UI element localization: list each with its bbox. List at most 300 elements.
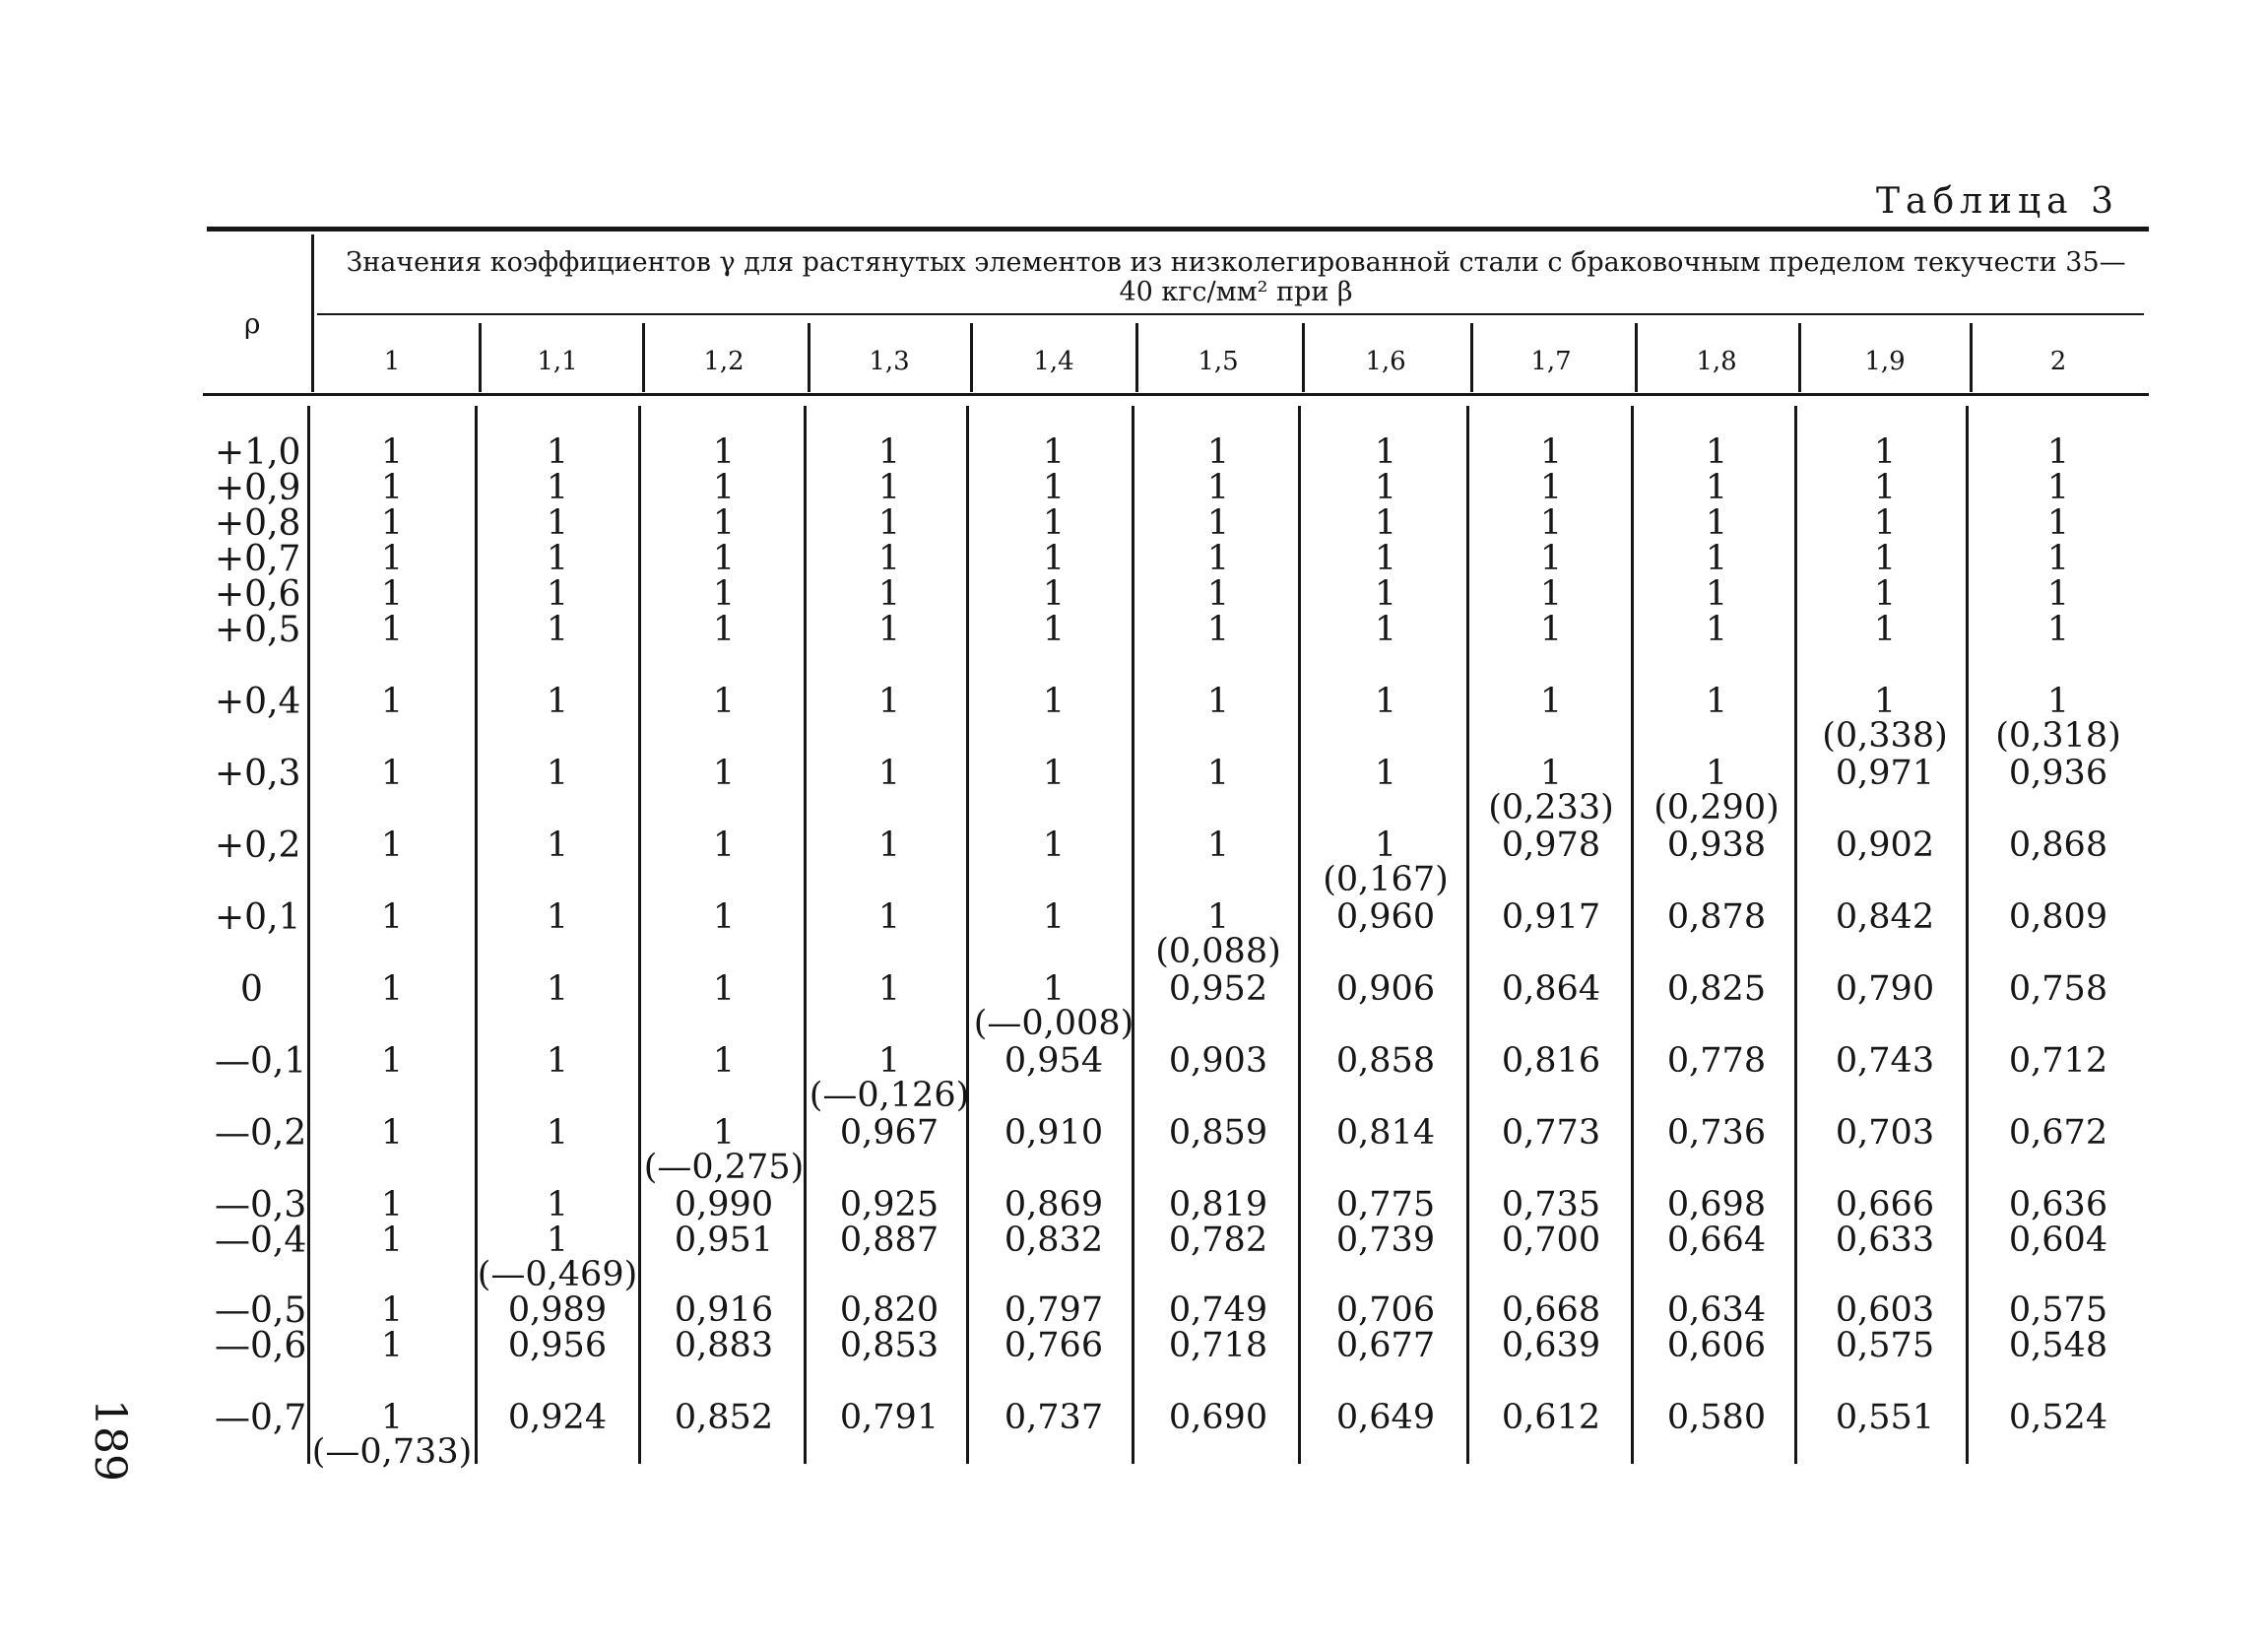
table-cell xyxy=(1786,1326,1983,1365)
cell-value: 1 xyxy=(1374,539,1397,578)
cell-value: 1 xyxy=(1042,754,1066,793)
cell-value: 1 xyxy=(877,682,901,721)
row-label-rho: +0,6 xyxy=(215,574,301,615)
cell-value: 0,743 xyxy=(1835,1041,1935,1081)
cell-value: 1 xyxy=(1374,610,1397,649)
cell-value: 0,797 xyxy=(1004,1290,1104,1330)
cell-value: 0,809 xyxy=(2008,897,2108,937)
table-cell xyxy=(1786,1290,1983,1330)
cell-value: 1 xyxy=(546,1185,569,1224)
table-cell xyxy=(1786,682,1983,756)
cell-value: 1 xyxy=(380,1185,404,1224)
cell-value: 1 xyxy=(1042,897,1066,937)
cell-value: 1 xyxy=(2046,432,2070,472)
cell-value: 1 xyxy=(712,897,736,937)
cell-value: 1 xyxy=(1539,682,1563,721)
table-cell xyxy=(1960,1326,2157,1365)
cell-value: 0,978 xyxy=(1501,826,1601,865)
cell-value: 1 xyxy=(1374,682,1397,721)
cell-value: 1 xyxy=(1206,539,1230,578)
table-cell xyxy=(1618,503,1815,543)
cell-threshold: (0,318) xyxy=(1995,716,2121,756)
cell-value: 1 xyxy=(1042,539,1066,578)
cell-value: 0,967 xyxy=(839,1113,940,1153)
cell-value: 0,832 xyxy=(1004,1221,1104,1260)
cell-value: 1 xyxy=(380,1221,404,1260)
cell-value: 1 xyxy=(712,682,736,721)
cell-value: 0,842 xyxy=(1835,897,1935,937)
column-header-beta: 1,2 xyxy=(703,347,745,376)
cell-value: 1 xyxy=(712,826,736,865)
column-rule xyxy=(311,234,314,392)
row-header-rho: ρ xyxy=(244,307,261,340)
row-label-rho: +0,8 xyxy=(215,503,301,544)
cell-value: 0,649 xyxy=(1335,1398,1436,1437)
cell-value: 0,819 xyxy=(1168,1185,1268,1224)
cell-threshold: (0,233) xyxy=(1488,788,1614,827)
cell-value: 1 xyxy=(1374,574,1397,614)
cell-value: 0,604 xyxy=(2008,1221,2108,1260)
cell-value: 1 xyxy=(546,468,569,507)
table-cell xyxy=(1786,432,1983,472)
cell-value: 1 xyxy=(380,432,404,472)
cell-value: 1 xyxy=(1206,432,1230,472)
cell-value: 0,639 xyxy=(1501,1326,1601,1365)
table-cell xyxy=(1786,574,1983,614)
cell-value: 0,971 xyxy=(1835,754,1935,793)
table-cell xyxy=(1786,1223,1983,1258)
cell-value: 1 xyxy=(712,539,736,578)
cell-value: 1 xyxy=(546,826,569,865)
column-rule xyxy=(1135,323,1138,392)
table-cell xyxy=(1960,897,2157,937)
table-cell xyxy=(1786,1041,1983,1081)
cell-value: 1 xyxy=(1705,539,1728,578)
table-cell xyxy=(1960,432,2157,472)
cell-value: 0,960 xyxy=(1335,897,1436,937)
cell-value: 1 xyxy=(1206,610,1230,649)
cell-value: 0,548 xyxy=(2008,1326,2108,1365)
table-cell xyxy=(1960,1398,2157,1437)
row-label-rho: —0,3 xyxy=(215,1185,307,1225)
table-cell xyxy=(1618,1041,1815,1081)
cell-value: 0,883 xyxy=(674,1326,774,1365)
cell-value: 0,775 xyxy=(1335,1185,1436,1224)
table-cell xyxy=(1960,682,2157,756)
cell-value: 1 xyxy=(1042,468,1066,507)
table-cell xyxy=(1618,574,1815,614)
table-cell xyxy=(1960,574,2157,614)
column-header-beta: 1,8 xyxy=(1696,347,1737,376)
cell-value: 1 xyxy=(877,969,901,1009)
table-cell xyxy=(1618,754,1815,827)
cell-value: 1 xyxy=(1539,574,1563,614)
cell-value: 1 xyxy=(1374,432,1397,472)
table-cell xyxy=(1618,1223,1815,1258)
cell-value: 1 xyxy=(1206,826,1230,865)
column-rule xyxy=(479,323,482,392)
column-header-beta: 1,5 xyxy=(1198,347,1239,376)
cell-value: 0,712 xyxy=(2008,1041,2108,1081)
cell-value: 0,790 xyxy=(1835,969,1935,1009)
cell-value: 1 xyxy=(380,1113,404,1153)
cell-value: 0,736 xyxy=(1666,1113,1767,1153)
cell-value: 1 xyxy=(1206,682,1230,721)
cell-value: 0,603 xyxy=(1835,1290,1935,1330)
cell-value: 1 xyxy=(1539,754,1563,793)
row-label-rho: —0,4 xyxy=(215,1221,307,1261)
cell-value: 1 xyxy=(2046,468,2070,507)
cell-value: 0,887 xyxy=(839,1221,940,1260)
table-cell xyxy=(1786,828,1983,863)
cell-value: 0,825 xyxy=(1666,969,1767,1009)
cell-threshold: (—0,469) xyxy=(477,1255,638,1294)
cell-value: 0,778 xyxy=(1666,1041,1767,1081)
cell-value: 1 xyxy=(712,574,736,614)
cell-value: 0,925 xyxy=(839,1185,940,1224)
cell-threshold: (0,167) xyxy=(1323,860,1449,899)
cell-value: 1 xyxy=(877,897,901,937)
cell-value: 1 xyxy=(1539,432,1563,472)
table-cell xyxy=(1618,610,1815,649)
cell-threshold: (—0,126) xyxy=(809,1076,970,1115)
cell-value: 0,524 xyxy=(2008,1398,2108,1437)
cell-value: 0,956 xyxy=(507,1326,608,1365)
cell-value: 1 xyxy=(1539,468,1563,507)
cell-value: 0,952 xyxy=(1168,969,1268,1009)
cell-value: 1 xyxy=(712,432,736,472)
table-cell xyxy=(1786,754,1983,793)
column-rule xyxy=(1302,323,1305,392)
cell-value: 0,816 xyxy=(1501,1041,1601,1081)
cell-value: 0,758 xyxy=(2008,969,2108,1009)
cell-threshold: (0,088) xyxy=(1155,932,1281,971)
cell-value: 0,612 xyxy=(1501,1398,1601,1437)
cell-value: 0,868 xyxy=(2008,826,2108,865)
cell-value: 1 xyxy=(1374,503,1397,543)
cell-value: 1 xyxy=(1539,610,1563,649)
cell-value: 0,551 xyxy=(1835,1398,1935,1437)
cell-value: 0,820 xyxy=(839,1290,940,1330)
cell-value: 1 xyxy=(1705,610,1728,649)
cell-value: 1 xyxy=(1705,468,1728,507)
cell-value: 0,633 xyxy=(1835,1221,1935,1260)
cell-value: 1 xyxy=(380,682,404,721)
row-label-rho: —0,5 xyxy=(215,1290,307,1331)
cell-value: 0,814 xyxy=(1335,1113,1436,1153)
row-label-rho: +0,3 xyxy=(215,754,301,794)
cell-value: 1 xyxy=(877,1041,901,1081)
cell-value: 1 xyxy=(877,754,901,793)
cell-value: 1 xyxy=(546,969,569,1009)
cell-value: 1 xyxy=(380,754,404,793)
row-label-rho: —0,7 xyxy=(215,1398,307,1438)
cell-value: 1 xyxy=(877,574,901,614)
cell-value: 0,869 xyxy=(1004,1185,1104,1224)
cell-value: 1 xyxy=(1374,468,1397,507)
cell-value: 0,606 xyxy=(1666,1326,1767,1365)
cell-value: 1 xyxy=(380,1398,404,1437)
header-bottom-rule xyxy=(203,393,2149,396)
row-label-rho: +0,4 xyxy=(215,682,301,722)
cell-value: 1 xyxy=(546,897,569,937)
cell-value: 0,690 xyxy=(1168,1398,1268,1437)
cell-value: 0,698 xyxy=(1666,1185,1767,1224)
row-label-rho: —0,6 xyxy=(215,1326,307,1366)
cell-value: 1 xyxy=(2046,682,2070,721)
cell-value: 1 xyxy=(712,754,736,793)
table-cell xyxy=(1618,828,1815,863)
column-header-beta: 2 xyxy=(2049,347,2067,376)
cell-value: 1 xyxy=(1705,754,1728,793)
cell-value: 0,852 xyxy=(674,1398,774,1437)
table-cell xyxy=(1960,828,2157,863)
table-cell xyxy=(1960,1223,2157,1258)
cell-value: 1 xyxy=(1042,432,1066,472)
cell-value: 0,766 xyxy=(1004,1326,1104,1365)
cell-value: 1 xyxy=(546,432,569,472)
cell-value: 1 xyxy=(877,503,901,543)
cell-value: 0,936 xyxy=(2008,754,2108,793)
cell-value: 1 xyxy=(2046,610,2070,649)
cell-value: 1 xyxy=(712,1113,736,1153)
cell-value: 1 xyxy=(1042,682,1066,721)
table-cell xyxy=(1960,503,2157,543)
cell-value: 1 xyxy=(712,969,736,1009)
table-cell xyxy=(1618,682,1815,721)
table-cell xyxy=(1786,539,1983,578)
cell-value: 0,859 xyxy=(1168,1113,1268,1153)
cell-value: 0,924 xyxy=(507,1398,608,1437)
cell-value: 1 xyxy=(546,754,569,793)
column-rule xyxy=(1970,323,1973,392)
column-header-beta: 1,7 xyxy=(1530,347,1572,376)
cell-value: 1 xyxy=(380,1326,404,1365)
column-rule xyxy=(808,323,810,392)
column-rule xyxy=(1798,323,1801,392)
cell-threshold: (0,290) xyxy=(1653,788,1780,827)
cell-value: 1 xyxy=(2046,503,2070,543)
cell-value: 1 xyxy=(1873,682,1897,721)
column-header-beta: 1,6 xyxy=(1365,347,1406,376)
cell-value: 0,735 xyxy=(1501,1185,1601,1224)
table-cell xyxy=(1618,969,1815,1009)
row-label-rho: —0,1 xyxy=(215,1041,307,1082)
table-cell xyxy=(1786,1113,1983,1153)
cell-value: 0,700 xyxy=(1501,1221,1601,1260)
cell-value: 1 xyxy=(1206,468,1230,507)
table-cell xyxy=(1618,1113,1815,1153)
table-cell xyxy=(1786,610,1983,649)
table-cell xyxy=(1786,1185,1983,1224)
cell-value: 0,636 xyxy=(2008,1185,2108,1224)
cell-value: 1 xyxy=(1705,682,1728,721)
column-header-beta: 1,9 xyxy=(1864,347,1906,376)
column-rule xyxy=(1470,323,1473,392)
cell-value: 1 xyxy=(1206,574,1230,614)
column-rule xyxy=(1635,323,1638,392)
cell-value: 0,791 xyxy=(839,1398,940,1437)
cell-value: 1 xyxy=(877,468,901,507)
cell-value: 1 xyxy=(1705,574,1728,614)
cell-value: 1 xyxy=(2046,574,2070,614)
table-cell xyxy=(1618,468,1815,507)
table-cell xyxy=(1786,969,1983,1009)
row-label-rho: +0,1 xyxy=(215,897,301,938)
row-label-rho: +0,9 xyxy=(215,468,301,508)
cell-value: 1 xyxy=(1873,468,1897,507)
table-cell xyxy=(1618,1326,1815,1365)
table-cell xyxy=(1618,897,1815,937)
cell-value: 0,990 xyxy=(674,1185,774,1224)
cell-value: 1 xyxy=(546,574,569,614)
cell-value: 1 xyxy=(546,539,569,578)
cell-value: 0,737 xyxy=(1004,1398,1104,1437)
table-cell xyxy=(1618,539,1815,578)
cell-value: 1 xyxy=(1042,610,1066,649)
table-cell xyxy=(1960,969,2157,1009)
cell-value: 1 xyxy=(712,468,736,507)
cell-value: 1 xyxy=(712,610,736,649)
column-rule xyxy=(970,323,973,392)
table-cell xyxy=(1960,754,2157,793)
cell-value: 1 xyxy=(380,897,404,937)
column-header-beta: 1,1 xyxy=(537,347,578,376)
cell-value: 0,954 xyxy=(1004,1041,1104,1081)
table-cell xyxy=(1960,539,2157,578)
cell-value: 0,706 xyxy=(1335,1290,1436,1330)
row-label-rho: +1,0 xyxy=(215,432,301,473)
cell-value: 1 xyxy=(877,539,901,578)
table-cell xyxy=(1786,1398,1983,1437)
table-cell xyxy=(1618,432,1815,472)
cell-value: 1 xyxy=(712,1041,736,1081)
top-rule xyxy=(207,227,2149,231)
table-cell xyxy=(1786,503,1983,543)
cell-value: 1 xyxy=(1539,539,1563,578)
table-cell xyxy=(1618,1290,1815,1330)
cell-value: 0,580 xyxy=(1666,1398,1767,1437)
cell-value: 0,749 xyxy=(1168,1290,1268,1330)
cell-value: 1 xyxy=(1539,503,1563,543)
cell-value: 1 xyxy=(877,610,901,649)
table-cell xyxy=(1786,897,1983,937)
cell-value: 1 xyxy=(546,503,569,543)
cell-value: 1 xyxy=(380,610,404,649)
cell-value: 0,906 xyxy=(1335,969,1436,1009)
cell-value: 0,916 xyxy=(674,1290,774,1330)
cell-value: 0,782 xyxy=(1168,1221,1268,1260)
cell-value: 1 xyxy=(1206,754,1230,793)
cell-value: 1 xyxy=(1042,826,1066,865)
cell-value: 0,634 xyxy=(1666,1290,1767,1330)
cell-value: 1 xyxy=(1873,503,1897,543)
cell-value: 0,773 xyxy=(1501,1113,1601,1153)
cell-value: 0,575 xyxy=(2008,1290,2108,1330)
cell-value: 0,575 xyxy=(1835,1326,1935,1365)
column-header-beta: 1 xyxy=(383,347,401,376)
row-label-rho: —0,2 xyxy=(215,1113,307,1154)
cell-value: 1 xyxy=(877,432,901,472)
table-cell xyxy=(1960,1185,2157,1224)
table-cell xyxy=(1786,468,1983,507)
cell-value: 1 xyxy=(1873,539,1897,578)
cell-value: 1 xyxy=(712,503,736,543)
cell-value: 1 xyxy=(2046,539,2070,578)
column-header-beta: 1,3 xyxy=(869,347,910,376)
cell-value: 1 xyxy=(380,539,404,578)
cell-value: 0,718 xyxy=(1168,1326,1268,1365)
table-cell xyxy=(1960,610,2157,649)
cell-value: 1 xyxy=(1873,574,1897,614)
cell-value: 1 xyxy=(1206,897,1230,937)
cell-value: 1 xyxy=(1042,574,1066,614)
cell-value: 0,858 xyxy=(1335,1041,1436,1081)
row-label-rho: +0,7 xyxy=(215,539,301,579)
cell-value: 1 xyxy=(1042,969,1066,1009)
cell-value: 0,664 xyxy=(1666,1221,1767,1260)
cell-value: 1 xyxy=(380,574,404,614)
table-cell xyxy=(1960,1290,2157,1330)
cell-value: 0,910 xyxy=(1004,1113,1104,1153)
row-label-rho: +0,5 xyxy=(215,610,301,650)
cell-value: 1 xyxy=(380,503,404,543)
cell-value: 0,703 xyxy=(1835,1113,1935,1153)
cell-value: 0,938 xyxy=(1666,826,1767,865)
cell-threshold: (—0,008) xyxy=(973,1004,1134,1043)
cell-value: 1 xyxy=(380,468,404,507)
cell-value: 1 xyxy=(1705,432,1728,472)
cell-value: 1 xyxy=(1206,503,1230,543)
cell-value: 1 xyxy=(1873,610,1897,649)
cell-value: 1 xyxy=(380,1041,404,1081)
cell-value: 0,864 xyxy=(1501,969,1601,1009)
cell-threshold: (—0,733) xyxy=(311,1432,473,1472)
cell-value: 1 xyxy=(1042,503,1066,543)
cell-value: 0,739 xyxy=(1335,1221,1436,1260)
table-cell xyxy=(1960,468,2157,507)
header-divider xyxy=(317,313,2144,315)
cell-value: 0,668 xyxy=(1501,1290,1601,1330)
cell-value: 1 xyxy=(546,1041,569,1081)
cell-value: 1 xyxy=(1374,754,1397,793)
cell-value: 1 xyxy=(546,1113,569,1153)
cell-value: 0,903 xyxy=(1168,1041,1268,1081)
cell-value: 1 xyxy=(546,682,569,721)
cell-value: 1 xyxy=(877,826,901,865)
row-label-rho: 0 xyxy=(240,969,263,1010)
cell-value: 1 xyxy=(546,1221,569,1260)
table-cell xyxy=(1960,1113,2157,1153)
cell-value: 1 xyxy=(546,610,569,649)
page-number: 189 xyxy=(85,1399,135,1482)
table-cell xyxy=(1960,1041,2157,1081)
cell-value: 1 xyxy=(1374,826,1397,865)
cell-value: 1 xyxy=(380,826,404,865)
cell-threshold: (0,338) xyxy=(1822,716,1948,756)
cell-value: 0,672 xyxy=(2008,1113,2108,1153)
cell-value: 0,853 xyxy=(839,1326,940,1365)
row-label-rho: +0,2 xyxy=(215,826,301,866)
column-rule xyxy=(642,323,645,392)
cell-value: 0,878 xyxy=(1666,897,1767,937)
cell-value: 0,951 xyxy=(674,1221,774,1260)
table-cell xyxy=(1618,1185,1815,1224)
table-caption: Таблица 3 xyxy=(1876,181,2119,222)
cell-value: 0,677 xyxy=(1335,1326,1436,1365)
cell-value: 0,989 xyxy=(507,1290,608,1330)
cell-value: 0,902 xyxy=(1835,826,1935,865)
